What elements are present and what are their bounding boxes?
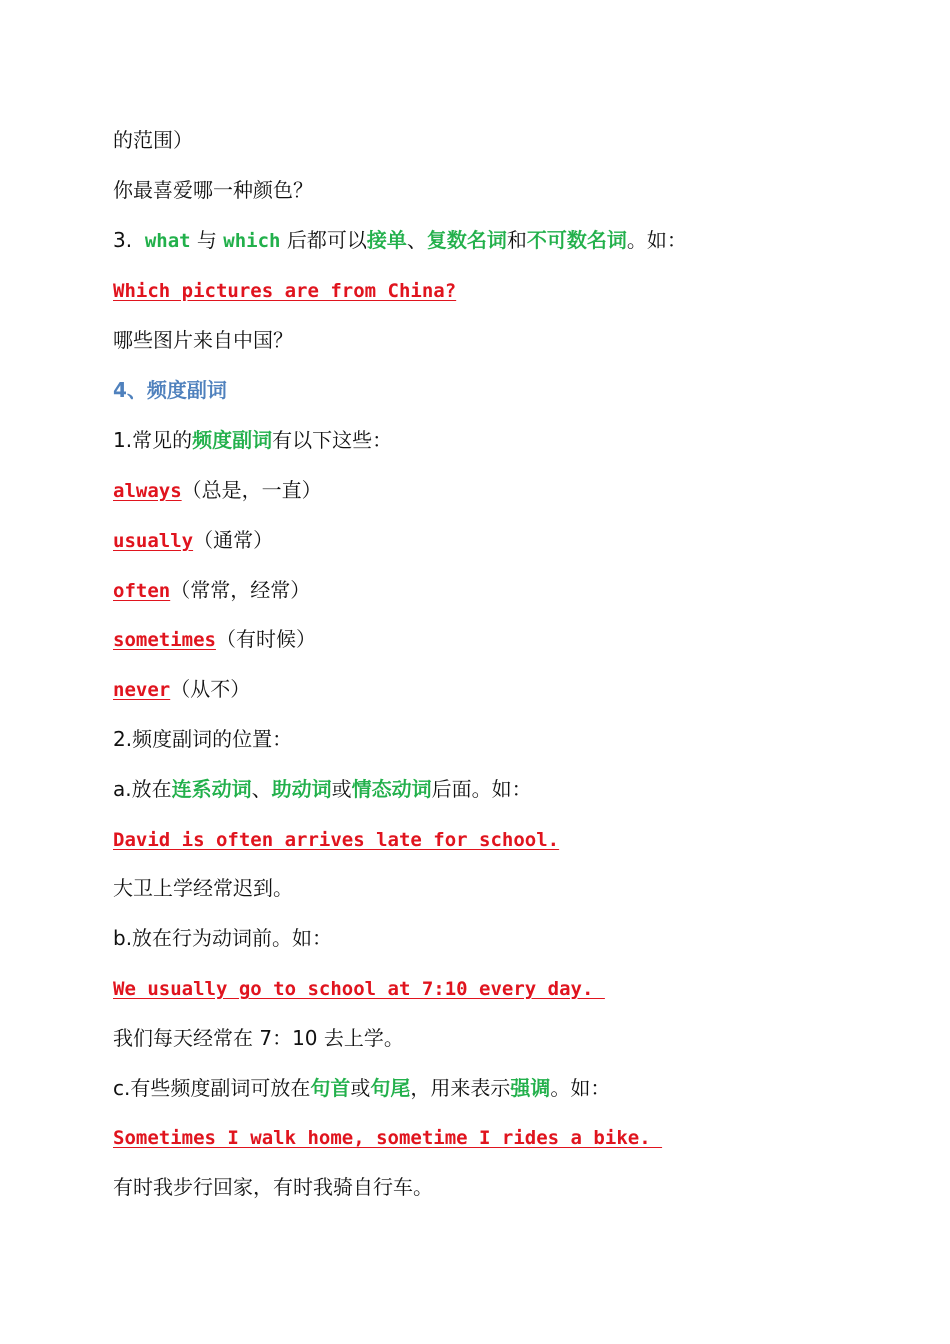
example-sentence — [113, 973, 605, 1003]
highlight-term: 助动词 — [271, 777, 332, 801]
example-sentence — [113, 824, 559, 854]
line-text: 2.频度副词的位置： — [113, 727, 293, 751]
translation-line — [113, 1023, 404, 1053]
rule-number: 3. — [113, 228, 133, 252]
text-line — [113, 724, 292, 754]
highlight-term: 情态动词 — [351, 777, 432, 801]
connector-text: 或 — [331, 777, 352, 801]
text-line — [113, 175, 313, 205]
adverb-item — [113, 575, 310, 605]
connector-text: 和 — [506, 228, 527, 252]
adverb-word: often — [113, 580, 171, 602]
line-text: 你最喜爱哪一种颜色？ — [113, 178, 313, 202]
highlight-term: 句首 — [310, 1076, 351, 1100]
adverb-item — [113, 674, 250, 704]
connector-text: 、 — [251, 777, 272, 801]
translation-text: 我们每天经常在 7：10 去上学。 — [113, 1026, 404, 1050]
adverb-gloss: （总是，一直） — [181, 478, 322, 502]
highlight-term: 接单 — [366, 228, 407, 252]
adverb-gloss: （从不） — [170, 677, 251, 701]
text-line — [113, 425, 392, 455]
adverb-gloss: （常常，经常） — [170, 578, 311, 602]
line-text: 。如： — [550, 1076, 611, 1100]
connector-text: 与 — [190, 228, 224, 252]
rule-a — [113, 774, 532, 804]
adverb-item — [113, 475, 322, 505]
example-text: We usually go to school at 7:10 every day. — [113, 978, 605, 1000]
rule-c — [113, 1073, 610, 1103]
line-text: c.有些频度副词可放在 — [113, 1076, 311, 1100]
highlight-term: 不可数名词 — [526, 228, 627, 252]
text-line — [113, 125, 193, 155]
translation-text: 大卫上学经常迟到。 — [113, 876, 293, 900]
translation-line — [113, 325, 293, 355]
highlight-term: 频度副词 — [192, 428, 273, 452]
connector-text: 。如： — [626, 228, 687, 252]
connector-text: 或 — [350, 1076, 371, 1100]
rule-b — [113, 923, 332, 953]
highlight-term: 句尾 — [370, 1076, 411, 1100]
highlight-term: 连系动词 — [171, 777, 252, 801]
example-text: Sometimes I walk home, sometime I rides a bike. — [113, 1127, 663, 1149]
section-heading — [113, 375, 227, 405]
line-text: 有以下这些： — [272, 428, 393, 452]
connector-text: 、 — [406, 228, 427, 252]
keyword-which: which — [223, 230, 281, 252]
translation-text: 哪些图片来自中国？ — [113, 328, 293, 352]
adverb-item — [113, 525, 273, 555]
line-text: b.放在行为动词前。如： — [113, 926, 333, 950]
keyword-what: what — [144, 230, 191, 252]
highlight-term: 复数名词 — [426, 228, 507, 252]
line-text: a.放在 — [113, 777, 172, 801]
example-sentence — [113, 1122, 662, 1152]
example-text: David is often arrives late for school. — [113, 829, 560, 851]
line-text: 1.常见的 — [113, 428, 193, 452]
translation-line — [113, 1172, 433, 1202]
adverb-word: never — [113, 679, 171, 701]
adverb-item — [113, 624, 316, 654]
line-text: 后面。如： — [431, 777, 532, 801]
translation-line — [113, 873, 293, 903]
rule-3 — [113, 225, 687, 255]
adverb-word: usually — [113, 530, 194, 552]
connector-text: ，用来表示 — [410, 1076, 511, 1100]
example-sentence — [113, 275, 456, 305]
translation-text: 有时我步行回家，有时我骑自行车。 — [113, 1175, 433, 1199]
example-text: Which pictures are from China? — [113, 280, 457, 302]
adverb-word: always — [113, 480, 182, 502]
line-text: 的范围） — [113, 128, 193, 152]
connector-text: 后都可以 — [280, 228, 367, 252]
highlight-term: 强调 — [510, 1076, 551, 1100]
heading-text: 4、频度副词 — [113, 378, 227, 402]
adverb-gloss: （通常） — [193, 528, 274, 552]
adverb-word: sometimes — [113, 629, 216, 651]
adverb-gloss: （有时候） — [215, 627, 316, 651]
